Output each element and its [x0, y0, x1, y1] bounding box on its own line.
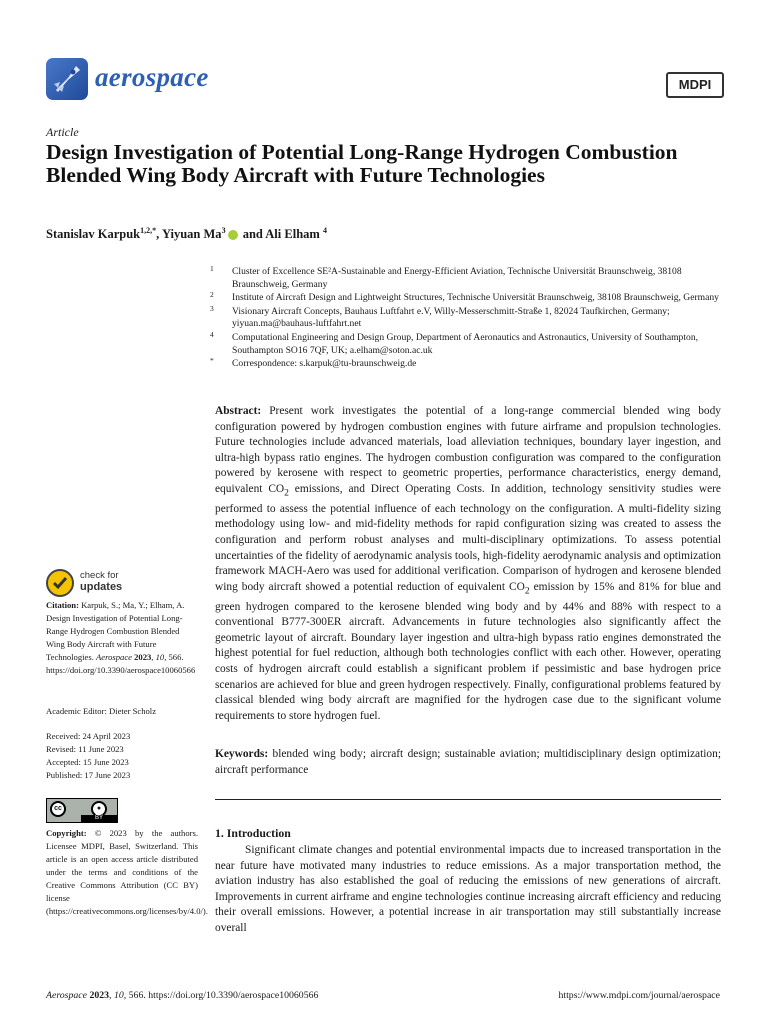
affiliation-text: Correspondence: s.karpuk@tu-braunschweig.de [232, 358, 417, 370]
affiliation-list [210, 266, 730, 372]
affiliation-number: * [210, 356, 214, 366]
citation-label: Citation: [46, 600, 79, 610]
citation-text: Karpuk, S.; Ma, Y.; Elham, A. Design Investigation of Potential Long-Range Hydrogen Combustion Blended Wing Body Aircraft with Future Technologies. [46, 600, 185, 662]
subscript: 2 [524, 586, 530, 597]
footer-year: 2023 [87, 990, 110, 1001]
check-for-updates-button[interactable] [80, 571, 122, 593]
author-separator: , [156, 227, 162, 242]
keywords [215, 747, 721, 778]
journal-name[interactable]: aerospace [95, 62, 209, 92]
abstract-text: emission by 15% and 81% for blue and green hydrogen compared to the kerosene blended wing body and by 44% and 88% with respect to a conventional B777-300ER aircraft. Advancements in future technologies also significantly affect the geometric layout of aircraft. Boundary layer ingestion and ultra-high bypass ratio engines demonstrated the highest potential for fuel reduction, although both technologies conflict with each other. However, operating costs of hydrogen aircraft could establish a significant problem if pessimistic and base hydrogen price scenarios are achieved for blue and green hydrogen respectively. Finally, configurational problems featured by classical blended wing body aircraft are magnified for the hydrogen case due to the significant volume requirements to store hydrogen fuel. [215, 580, 721, 722]
article-type: Article [46, 125, 79, 139]
by-label: BY [81, 815, 117, 822]
citation-volume: 10 [155, 652, 165, 662]
orcid-icon[interactable] [228, 230, 238, 240]
paper-title: Design Investigation of Potential Long-Range Hydrogen Combustion Blended Wing Body Aircraft with Future Technologies [46, 140, 678, 187]
date-item: Revised: 11 June 2023 [46, 744, 124, 754]
section-heading: 1. Introduction [215, 826, 291, 840]
affiliation-number: 3 [210, 303, 214, 313]
checkmark-icon [48, 571, 72, 595]
footer-citation [46, 990, 318, 1001]
abstract-label: Abstract: [215, 405, 262, 417]
author-sup: 3 [221, 226, 226, 235]
date-item: Published: 17 June 2023 [46, 770, 131, 780]
abstract-text: Present work investigates the potential of a long-range commercial blended wing body configuration powered by hydrogen combustion engines with future airframe and propulsion technologies. Future technologies include advanced materials, load alleviation techniques, boundary layer ingestion, and ultra-high bypass ratio engines. The hydrogen combustion configuration was compared to the configuration powered by kerosene with respect to geometric properties, performance characteristics, energy demand, equivalent CO [215, 405, 721, 495]
cc-by-license-icon[interactable] [46, 798, 118, 823]
affiliation-item [210, 303, 730, 331]
abstract-text: emissions, and Direct Operating Costs. In addition, technology sensitivity studies were performed to assess the potential influence of each technology on the configuration. A multi-fidelity sizing methodology using low- and mid-fidelity methods for rapid configuration sizing was created to assess the configuration and perform robust analyses and multi-disciplinary optimizations. To assess potential uncertainties of the fidelity of aerodynamic analysis tools, high-fidelity aerodynamic analysis and optimization framework MACH-Aero was used for additional verification. Comparison of hydrogen and kerosene blended wing body aircraft showed a potential reduction of equivalent CO [215, 482, 721, 593]
author-sup: 4 [322, 226, 327, 235]
author-sup: 1,2,* [140, 226, 157, 235]
subscript: 2 [284, 488, 289, 499]
check-line: updates [80, 580, 123, 593]
citation-year: 2023 [131, 652, 152, 662]
journal-logo-icon [46, 58, 88, 100]
author-name[interactable]: Ali Elham [265, 227, 320, 242]
affiliation-text: Computational Engineering and Design Group, Department of Aeronautics and Astronautics, University of Southampton, Southampton SO16 7QF, UK; a.elham@soton.ac.uk [232, 331, 699, 356]
date-item: Accepted: 15 June 2023 [46, 757, 129, 767]
keywords-label: Keywords: [215, 748, 269, 760]
author-separator: and [239, 227, 266, 242]
footer-doi[interactable]: , 566. https://doi.org/10.3390/aerospace10060566 [123, 990, 319, 1001]
author-name[interactable]: Yiyuan Ma [161, 227, 222, 242]
person-icon: ● [91, 801, 107, 817]
academic-editor: Academic Editor: Dieter Scholz [46, 706, 157, 716]
affiliation-number: 4 [210, 329, 214, 339]
affiliation-number: 2 [210, 290, 214, 300]
author-name[interactable]: Stanislav Karpuk [46, 227, 141, 242]
section-divider [215, 799, 721, 800]
footer-journal: Aerospace [46, 990, 87, 1001]
check-for-updates-icon[interactable] [46, 569, 74, 597]
footer-journal-url[interactable]: https://www.mdpi.com/journal/aerospace [558, 990, 720, 1001]
check-line: check for [80, 570, 119, 581]
publisher-logo[interactable]: MDPI [666, 72, 724, 98]
keywords-text: blended wing body; aircraft design; sustainable aviation; multidisciplinary design optimization; aircraft performance [215, 748, 721, 776]
affiliation-item [210, 266, 730, 291]
affiliation-text: Institute of Aircraft Design and Lightweight Structures, Technische Universität Braunschweig, 38108 Braunschweig, Germany [232, 292, 719, 304]
copyright-label: Copyright: [46, 828, 87, 838]
date-list [46, 730, 198, 782]
cc-icon: cc [50, 801, 66, 817]
abstract [215, 404, 721, 724]
copyright-text: © 2023 by the authors. Licensee MDPI, Basel, Switzerland. This article is an open access article distributed under the terms and conditions of the Creative Commons Attribution (CC BY) license (https://creativecommons.org/licenses/by/4.0/). [46, 828, 208, 916]
footer-volume: 10 [113, 990, 124, 1001]
copyright-notice [46, 827, 208, 918]
date-item: Received: 24 April 2023 [46, 731, 131, 741]
author-list [46, 226, 327, 242]
citation-block [46, 599, 198, 677]
citation-doi[interactable]: , 566. https://doi.org/10.3390/aerospace10060566 [46, 652, 196, 675]
affiliation-text: Cluster of Excellence SE²A-Sustainable and Energy-Efficient Aviation, Technische Universität Braunschweig, 38108 Braunschweig, Germany [232, 266, 682, 290]
affiliation-item [210, 358, 730, 371]
affiliation-item [210, 292, 730, 305]
citation-journal: Aerospace [96, 652, 132, 662]
footer-text: , [109, 990, 114, 1001]
affiliation-number: 1 [210, 264, 214, 273]
intro-paragraph: Significant climate changes and potential environmental impacts due to increased transportation in the near future have motivated many industries to reduce emissions. As a major transportation method, the aviation industry has also established the goal of reducing the emissions of new generations of aircraft. Improvements in current airframe and engine technologies continue increasing aircraft efficiency and reducing their overall emissions. However, a potential increase in air transportation may still substantially increase overall [215, 844, 721, 934]
affiliation-text: Visionary Aircraft Concepts, Bauhaus Luftfahrt e.V, Willy-Messerschmitt-Straße 1, 82024 Taufkirchen, Germany; yiyuan.ma@bauhaus-luftfahrt.net [232, 305, 670, 330]
rocket-icon [46, 58, 88, 100]
citation-text: , [151, 652, 156, 662]
affiliation-item [210, 329, 730, 357]
